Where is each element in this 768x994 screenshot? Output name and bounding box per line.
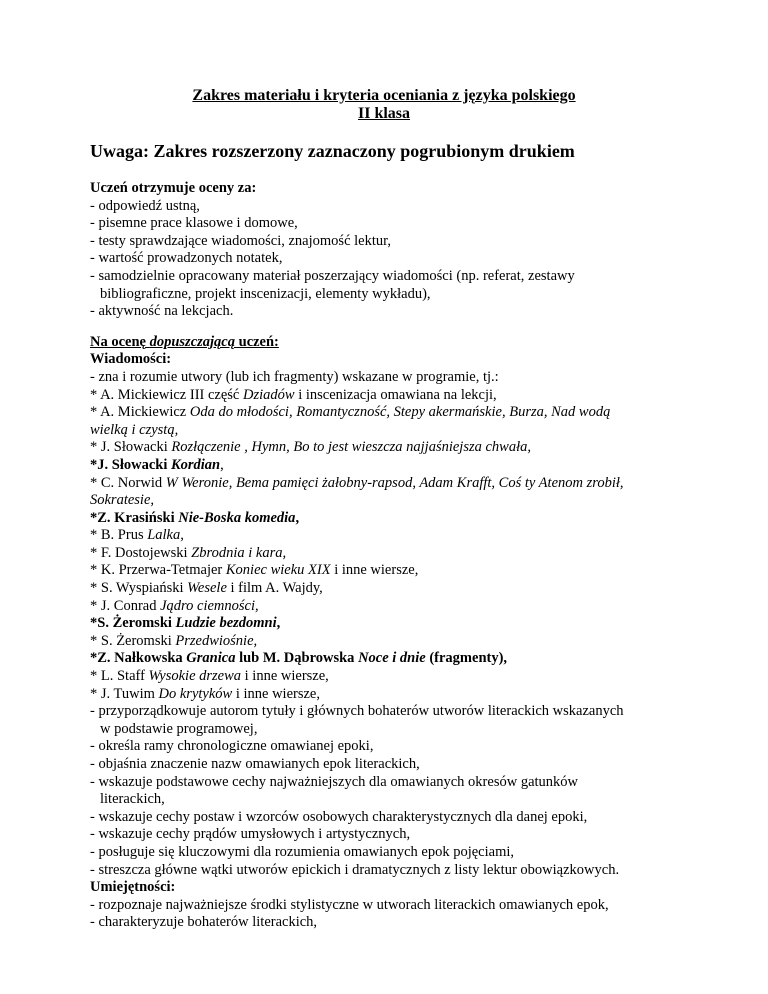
work-item-continuation: Sokratesie,	[90, 492, 155, 509]
notice-heading: Uwaga: Zakres rozszerzony zaznaczony pogrubionym drukiem	[90, 141, 575, 161]
list-item: - streszcza główne wątki utworów epickich i dramatycznych z listy lektur obowiązkowych.	[90, 861, 620, 878]
list-item: - wskazuje podstawowe cechy najważniejszych dla omawianych okresów gatunków	[90, 773, 579, 790]
work-item: * J. Słowacki Rozłączenie , Hymn, Bo to jest wieszcza najjaśniejsza chwała,	[90, 439, 532, 456]
list-item: - wskazuje cechy prądów umysłowych i artystycznych,	[90, 826, 411, 843]
work-item: * A. Mickiewicz Oda do młodości, Romantyczność, Stepy akermańskie, Burza, Nad wodą	[90, 404, 611, 421]
work-item: * K. Przerwa-Tetmajer Koniec wieku XIX i inne wiersze,	[90, 562, 419, 579]
work-item-extended: *S. Żeromski Ludzie bezdomni,	[90, 615, 281, 632]
grade-level-suffix: uczeń:	[235, 333, 279, 350]
work-item-extended: *J. Słowacki Kordian,	[90, 456, 224, 473]
grade-level-heading	[90, 334, 690, 352]
work-item-extended: *Z. Nałkowska Granica lub M. Dąbrowska Noce i dnie (fragmenty),	[90, 650, 508, 667]
list-item-continuation: bibliograficzne, projekt inscenizacji, elementy wykładu),	[100, 285, 431, 302]
knowledge-header: Wiadomości:	[90, 351, 172, 368]
knowledge-intro: - zna i rozumie utwory (lub ich fragmenty) wskazane w programie, tj.:	[90, 368, 499, 385]
work-item: * J. Conrad Jądro ciemności,	[90, 597, 259, 614]
work-item: * L. Staff Wysokie drzewa i inne wiersze,	[90, 668, 329, 685]
work-item: * B. Prus Lalka,	[90, 527, 184, 544]
list-item: - pisemne prace klasowe i domowe,	[90, 215, 298, 232]
document-body	[90, 180, 690, 932]
list-item: - wartość prowadzonych notatek,	[90, 250, 283, 267]
grade-level-name: dopuszczającą	[149, 333, 235, 350]
work-item-extended: *Z. Krasiński Nie-Boska komedia,	[90, 509, 300, 526]
list-item: - przyporządkowuje autorom tytuły i głównych bohaterów utworów literackich wskazanych	[90, 703, 624, 720]
work-item: * J. Tuwim Do krytyków i inne wiersze,	[90, 685, 320, 702]
list-item: - charakteryzuje bohaterów literackich,	[90, 914, 318, 931]
list-item: - odpowiedź ustną,	[90, 197, 200, 214]
skills-header: Umiejętności:	[90, 879, 176, 896]
list-item: - testy sprawdzające wiadomości, znajomość lektur,	[90, 232, 391, 249]
work-item-continuation: wielką i czystą,	[90, 421, 179, 438]
work-item: * A. Mickiewicz III część Dziadów i inscenizacja omawiana na lekcji,	[90, 386, 497, 403]
list-item: - rozpoznaje najważniejsze środki stylistyczne w utworach literackich omawianych epok,	[90, 896, 609, 913]
list-item: - posługuje się kluczowymi dla rozumienia omawianych epok pojęciami,	[90, 843, 515, 860]
list-item: - samodzielnie opracowany materiał poszerzający wiadomości (np. referat, zestawy	[90, 267, 575, 284]
work-item: * S. Wyspiański Wesele i film A. Wajdy,	[90, 580, 323, 597]
list-item: - aktywność na lekcjach.	[90, 303, 234, 320]
list-item: - objaśnia znaczenie nazw omawianych epok literackich,	[90, 756, 420, 772]
grades-header: Uczeń otrzymuje oceny za:	[90, 180, 257, 196]
work-item: * S. Żeromski Przedwiośnie,	[90, 632, 258, 649]
list-item-continuation: w podstawie programowej,	[100, 720, 258, 737]
grade-level-prefix: Na ocenę	[90, 333, 150, 350]
works-list	[90, 387, 690, 704]
list-item-continuation: literackich,	[100, 791, 165, 808]
work-item: * F. Dostojewski Zbrodnia i kara,	[90, 544, 287, 561]
document-subtitle: II klasa	[357, 105, 411, 122]
list-item: - wskazuje cechy postaw i wzorców osobowych charakterystycznych dla danej epoki,	[90, 808, 588, 825]
document-title: Zakres materiału i kryteria oceniania z języka polskiego	[192, 87, 576, 104]
work-item: * C. Norwid W Weronie, Bema pamięci żałobny-rapsod, Adam Krafft, Coś ty Atenom zrobił,	[90, 474, 624, 491]
list-item: - określa ramy chronologiczne omawianej epoki,	[90, 738, 374, 755]
